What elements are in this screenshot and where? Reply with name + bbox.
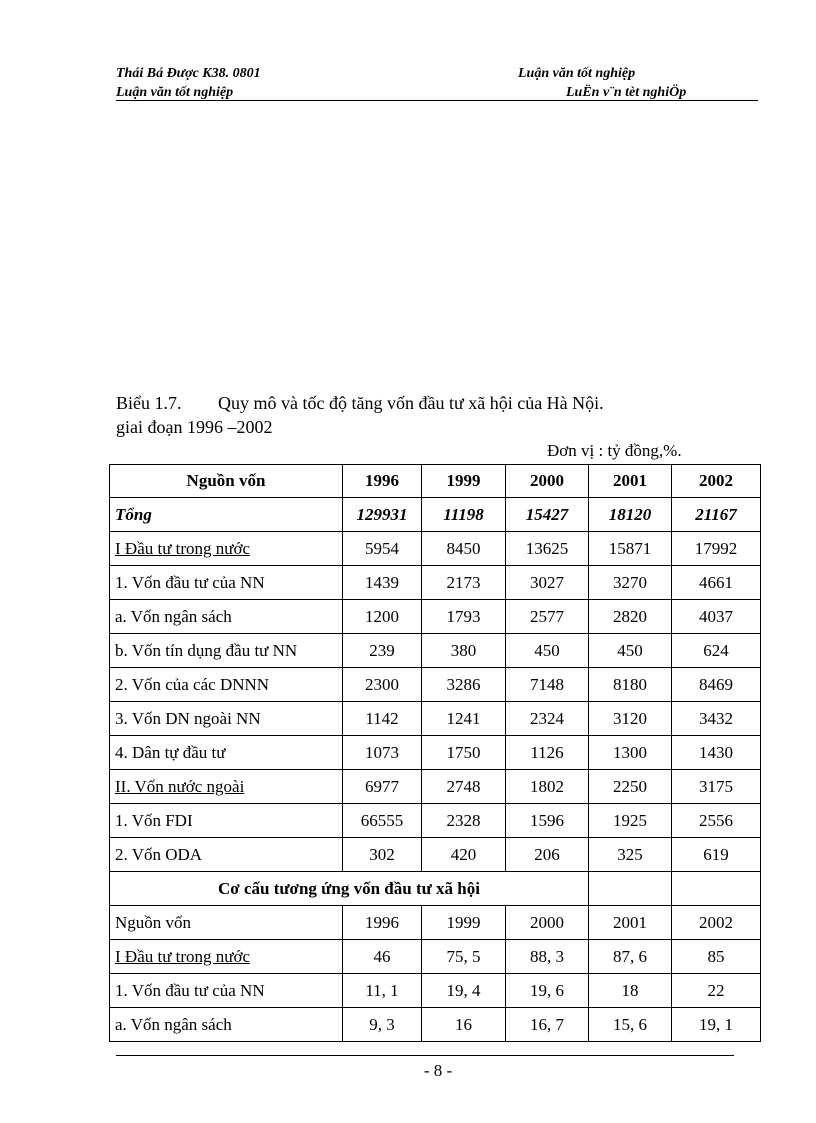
cell: 17992 — [672, 532, 761, 566]
cell: 619 — [672, 838, 761, 872]
cell: 1925 — [589, 804, 672, 838]
cell: 15871 — [589, 532, 672, 566]
cell: 2324 — [506, 702, 589, 736]
cell: 66555 — [343, 804, 422, 838]
cell: 11198 — [422, 498, 506, 532]
cell: 18 — [589, 974, 672, 1008]
cell: 1300 — [589, 736, 672, 770]
cell: 22 — [672, 974, 761, 1008]
cell: 16, 7 — [506, 1008, 589, 1042]
row-label: 2. Vốn của các DNNN — [110, 668, 343, 702]
cell: 2748 — [422, 770, 506, 804]
cell: 21167 — [672, 498, 761, 532]
cell: 8180 — [589, 668, 672, 702]
caption-title: Quy mô và tốc độ tăng vốn đầu tư xã hội của Hà Nội. — [218, 393, 604, 413]
row-label — [110, 532, 343, 566]
column-header: 2000 — [506, 465, 589, 498]
cell: 1793 — [422, 600, 506, 634]
header-rule — [116, 100, 758, 101]
row-label: Tổng — [110, 498, 343, 532]
row-label: 1. Vốn FDI — [110, 804, 343, 838]
row-label: 1. Vốn đầu tư của NN — [110, 566, 343, 600]
unit-note: Đơn vị : tỷ đồng,%. — [547, 441, 682, 460]
cell: 8469 — [672, 668, 761, 702]
column-header: 2002 — [672, 465, 761, 498]
cell: 1750 — [422, 736, 506, 770]
row-label — [110, 770, 343, 804]
cell: 239 — [343, 634, 422, 668]
cell: 2577 — [506, 600, 589, 634]
row-label: a. Vốn ngân sách — [110, 1008, 343, 1042]
row-label: 3. Vốn DN ngoài NN — [110, 702, 343, 736]
table-row — [110, 668, 761, 702]
header-author: Thái Bá Được K38. 0801 — [116, 66, 261, 81]
cell: 3286 — [422, 668, 506, 702]
cell: 2300 — [343, 668, 422, 702]
cell: 1073 — [343, 736, 422, 770]
cell: 1200 — [343, 600, 422, 634]
cell: 2000 — [506, 906, 589, 940]
cell: 325 — [589, 838, 672, 872]
table-row — [110, 566, 761, 600]
cell: 5954 — [343, 532, 422, 566]
cell: 3175 — [672, 770, 761, 804]
table-row — [110, 634, 761, 668]
cell: 3432 — [672, 702, 761, 736]
cell: 1996 — [343, 906, 422, 940]
cell: 9, 3 — [343, 1008, 422, 1042]
cell: 11, 1 — [343, 974, 422, 1008]
cell: 1142 — [343, 702, 422, 736]
cell: 2001 — [589, 906, 672, 940]
cell-empty — [672, 872, 761, 906]
cell: 6977 — [343, 770, 422, 804]
row-label: 1. Vốn đầu tư của NN — [110, 974, 343, 1008]
cell: 15, 6 — [589, 1008, 672, 1042]
cell: 85 — [672, 940, 761, 974]
cell: 3027 — [506, 566, 589, 600]
cell: 2820 — [589, 600, 672, 634]
caption-number: Biểu 1.7. — [116, 393, 182, 413]
cell: 2002 — [672, 906, 761, 940]
caption-period: giai đoạn 1996 –2002 — [116, 417, 273, 437]
header-doc-type: Luận văn tốt nghiệp — [518, 66, 636, 81]
cell: 87, 6 — [589, 940, 672, 974]
cell: 4661 — [672, 566, 761, 600]
cell: 4037 — [672, 600, 761, 634]
cell: 1802 — [506, 770, 589, 804]
cell: 19, 6 — [506, 974, 589, 1008]
table-row — [110, 838, 761, 872]
table-row — [110, 940, 761, 974]
table-row-total — [110, 498, 761, 532]
table-row — [110, 906, 761, 940]
cell: 420 — [422, 838, 506, 872]
row-label: Nguồn vốn — [110, 906, 343, 940]
table-row — [110, 974, 761, 1008]
cell: 15427 — [506, 498, 589, 532]
section-title: Cơ cấu tương ứng vốn đầu tư xã hội — [110, 872, 589, 906]
table-row — [110, 770, 761, 804]
table-header-row — [110, 465, 761, 498]
table-row — [110, 600, 761, 634]
section-row — [110, 872, 761, 906]
cell: 206 — [506, 838, 589, 872]
cell: 1439 — [343, 566, 422, 600]
header-doc-type-legacy: LuËn v¨n tèt nghiÖp — [566, 85, 687, 100]
cell: 1430 — [672, 736, 761, 770]
cell: 75, 5 — [422, 940, 506, 974]
row-label — [110, 940, 343, 974]
table-caption — [116, 393, 604, 414]
row-label: 4. Dân tự đầu tư — [110, 736, 343, 770]
table-row — [110, 532, 761, 566]
cell: 129931 — [343, 498, 422, 532]
row-label: a. Vốn ngân sách — [110, 600, 343, 634]
cell: 380 — [422, 634, 506, 668]
investment-table — [109, 464, 761, 1042]
cell-empty — [589, 872, 672, 906]
table-row — [110, 804, 761, 838]
cell: 13625 — [506, 532, 589, 566]
cell: 46 — [343, 940, 422, 974]
cell: 8450 — [422, 532, 506, 566]
cell: 1241 — [422, 702, 506, 736]
cell: 1126 — [506, 736, 589, 770]
cell: 2328 — [422, 804, 506, 838]
cell: 18120 — [589, 498, 672, 532]
cell: 1596 — [506, 804, 589, 838]
column-header: 2001 — [589, 465, 672, 498]
row-label: b. Vốn tín dụng đầu tư NN — [110, 634, 343, 668]
table-row — [110, 1008, 761, 1042]
cell: 16 — [422, 1008, 506, 1042]
cell: 2173 — [422, 566, 506, 600]
cell: 1999 — [422, 906, 506, 940]
row-label-text: I Đầu tư trong nước — [115, 538, 251, 558]
row-label: 2. Vốn ODA — [110, 838, 343, 872]
cell: 302 — [343, 838, 422, 872]
cell: 450 — [589, 634, 672, 668]
cell: 3120 — [589, 702, 672, 736]
header-doc-type-2: Luận văn tốt nghiệp — [116, 85, 234, 100]
cell: 3270 — [589, 566, 672, 600]
cell: 19, 4 — [422, 974, 506, 1008]
cell: 450 — [506, 634, 589, 668]
cell: 7148 — [506, 668, 589, 702]
column-header: 1996 — [343, 465, 422, 498]
row-label-text: II. Vốn nước ngoài — [115, 776, 245, 796]
cell: 19, 1 — [672, 1008, 761, 1042]
column-header: Nguồn vốn — [110, 465, 343, 498]
column-header: 1999 — [422, 465, 506, 498]
table-row — [110, 736, 761, 770]
cell: 624 — [672, 634, 761, 668]
cell: 2250 — [589, 770, 672, 804]
cell: 2556 — [672, 804, 761, 838]
table-row — [110, 702, 761, 736]
page-number: - 8 - — [423, 1061, 453, 1080]
cell: 88, 3 — [506, 940, 589, 974]
footer-rule — [116, 1055, 734, 1056]
row-label-text: I Đầu tư trong nước — [115, 946, 251, 966]
